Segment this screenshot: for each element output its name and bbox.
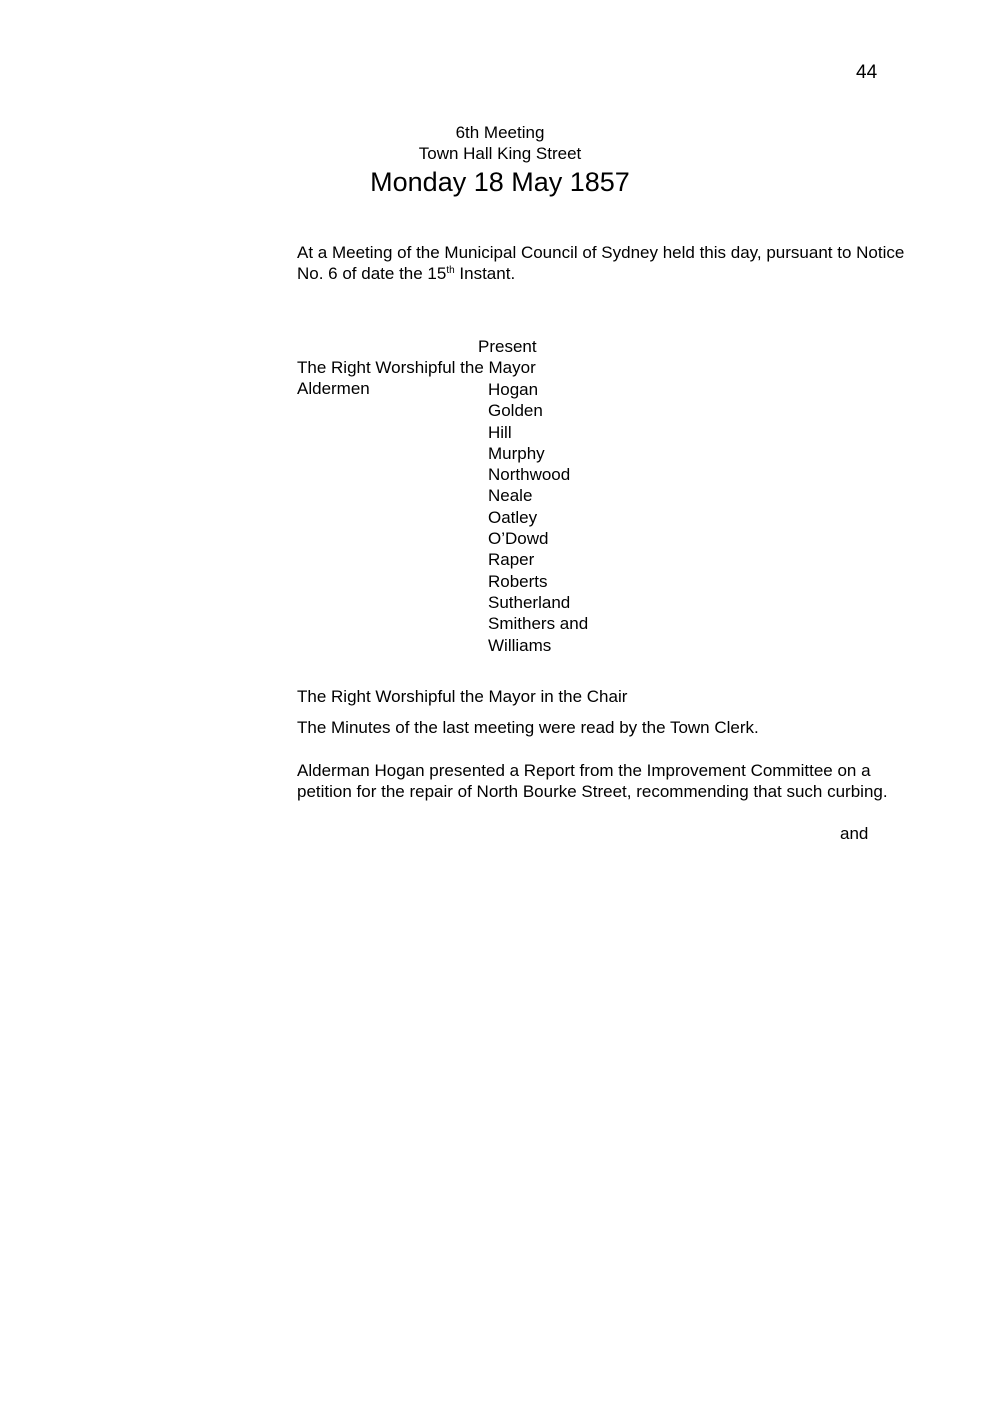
alderman-name: Hogan (488, 380, 539, 399)
alderman-name: Golden (488, 401, 543, 421)
report-paragraph: Alderman Hogan presented a Report from the Improvement Committee on a petition for the repair of North Bourke Street, recommending that such curbing. (297, 761, 888, 801)
alderman-name: Northwood (488, 465, 571, 485)
alderman-name: Smithers and (488, 614, 589, 634)
present-label: Present (478, 337, 537, 356)
meeting-header (300, 122, 700, 198)
page-number: 44 (856, 62, 878, 83)
meeting-date: Monday 18 May 1857 (370, 167, 630, 197)
alderman-name: Raper (488, 550, 535, 570)
minutes-line: The Minutes of the last meeting were read by the Town Clerk. (297, 718, 759, 737)
alderman-name: Roberts (488, 571, 548, 591)
alderman-name: O’Dowd (488, 529, 549, 549)
alderman-name: Hill (488, 422, 512, 442)
alderman-name: Sutherland (488, 592, 571, 612)
intro-text-end: Instant. (454, 264, 516, 283)
intro-paragraph (297, 242, 912, 284)
mayor-line: The Right Worshipful the Mayor (297, 358, 536, 377)
meeting-number: 6th Meeting (455, 123, 545, 142)
alderman-list (488, 379, 588, 656)
alderman-name: Williams (488, 635, 552, 655)
aldermen-label: Aldermen (297, 379, 370, 398)
meeting-location: Town Hall King Street (418, 144, 582, 163)
alderman-name: Murphy (488, 443, 545, 463)
intro-text: At a Meeting of the Municipal Council of Sydney held this day, pursuant to Notice No. 6 of date the 15 (297, 243, 905, 283)
alderman-name: Oatley (488, 507, 538, 527)
intro-superscript: th (446, 265, 455, 276)
alderman-name: Neale (488, 486, 533, 506)
catchword: and (840, 824, 869, 843)
chair-line: The Right Worshipful the Mayor in the Chair (297, 687, 628, 706)
